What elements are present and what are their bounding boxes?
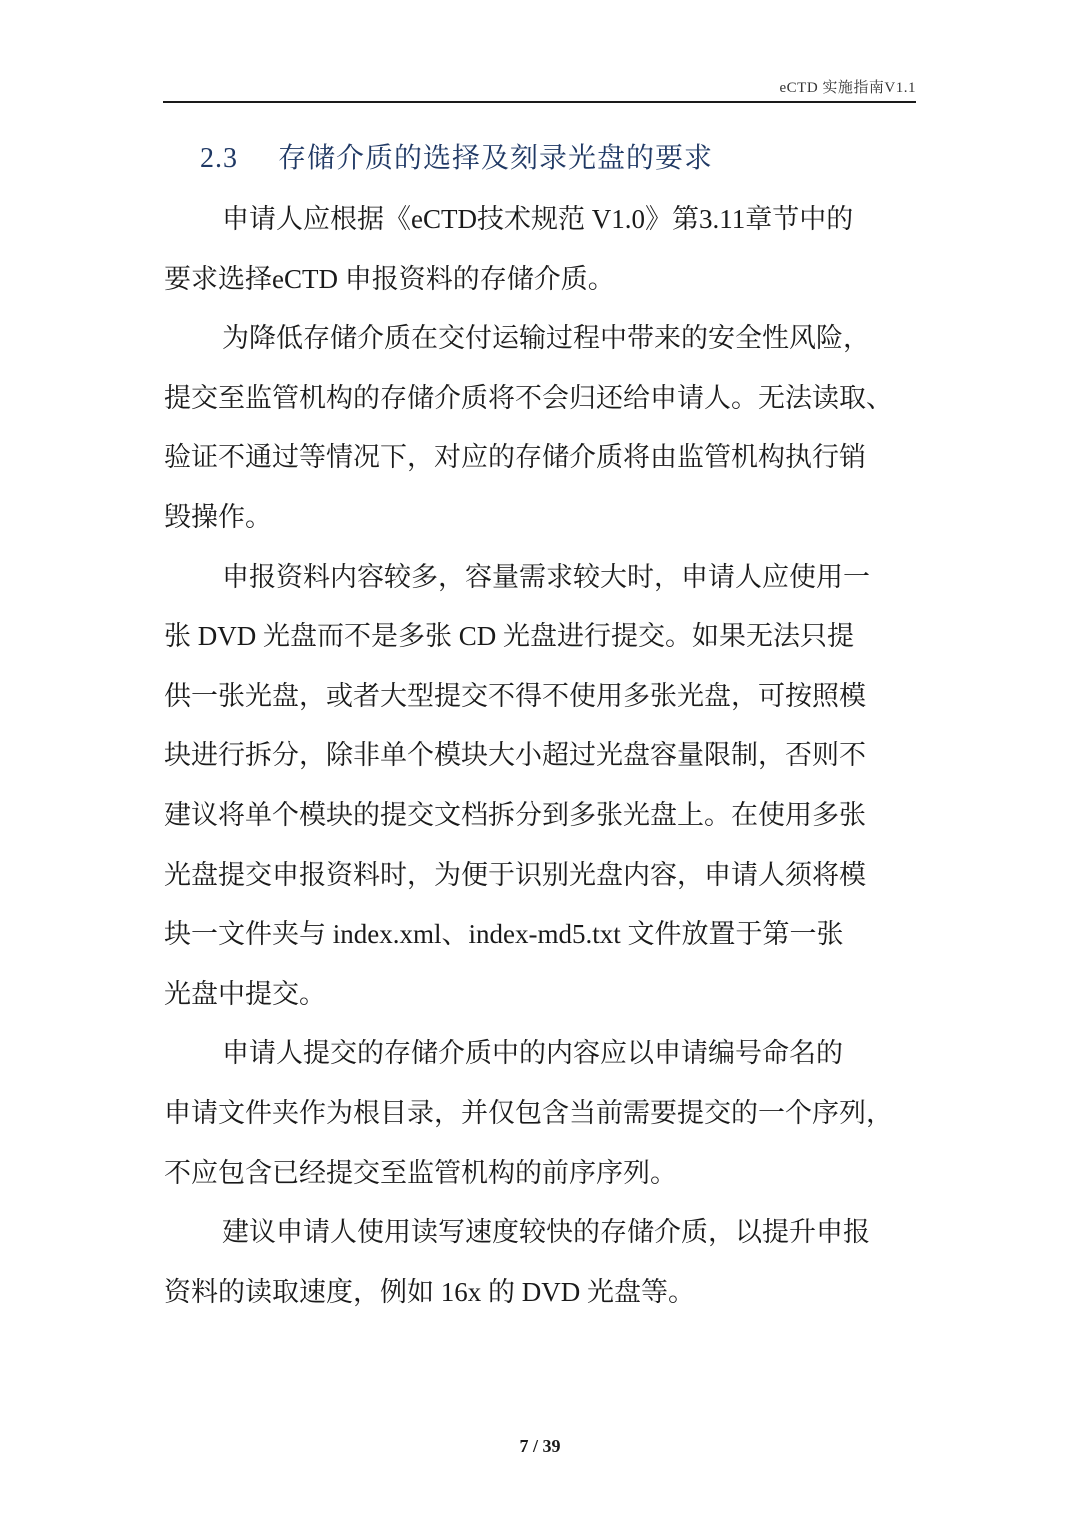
section-heading <box>200 136 713 176</box>
text-line: 供一张光盘，或者大型提交不得不使用多张光盘，可按照模 <box>164 680 866 711</box>
section-number: 2.3 <box>200 143 238 174</box>
text-line: 建议申请人使用读写速度较快的存储介质，以提升申报 <box>222 1217 870 1248</box>
text-line: 申请人应根据《eCTD技术规范 V1.0》第3.11章节中的 <box>222 204 854 234</box>
text-line: 块进行拆分，除非单个模块大小超过光盘容量限制，否则不 <box>164 740 866 771</box>
paragraph <box>164 1203 916 1322</box>
text-line: 光盘中提交。 <box>164 978 326 1009</box>
text-line: 不应包含已经提交至监管机构的前序序列。 <box>164 1157 677 1188</box>
paragraph <box>164 1024 916 1203</box>
text-line: 张 DVD 光盘而不是多张 CD 光盘进行提交。如果无法只提 <box>164 621 855 652</box>
body-text <box>164 190 916 1322</box>
text-line: 为降低存储介质在交付运输过程中带来的安全性风险， <box>222 323 870 354</box>
text-line: 建议将单个模块的提交文档拆分到多张光盘上。在使用多张 <box>164 799 866 830</box>
text-line: 申请人提交的存储介质中的内容应以申请编号命名的 <box>222 1038 843 1069</box>
text-line: 申请文件夹作为根目录，并仅包含当前需要提交的一个序列， <box>164 1097 893 1128</box>
text-line: 资料的读取速度，例如 16x 的 DVD 光盘等。 <box>164 1276 695 1307</box>
page-number: 7 / 39 <box>519 1436 561 1456</box>
paragraph <box>164 548 916 1025</box>
section-title: 存储介质的选择及刻录光盘的要求 <box>278 143 714 174</box>
text-line: 块一文件夹与 index.xml、index-md5.txt 文件放置于第一张 <box>164 919 844 950</box>
running-header: eCTD 实施指南V1.1 <box>779 80 916 96</box>
text-line: 提交至监管机构的存储介质将不会归还给申请人。无法读取、 <box>164 382 893 413</box>
text-line: 要求选择eCTD 申报资料的存储介质。 <box>164 263 615 294</box>
paragraph <box>164 309 916 547</box>
text-line: 毁操作。 <box>164 501 272 532</box>
header-divider <box>163 101 916 103</box>
text-line: 验证不通过等情况下，对应的存储介质将由监管机构执行销 <box>164 442 866 473</box>
text-line: 申报资料内容较多，容量需求较大时，申请人应使用一 <box>222 561 870 592</box>
text-line: 光盘提交申报资料时，为便于识别光盘内容，申请人须将模 <box>164 859 866 890</box>
paragraph <box>164 190 916 309</box>
